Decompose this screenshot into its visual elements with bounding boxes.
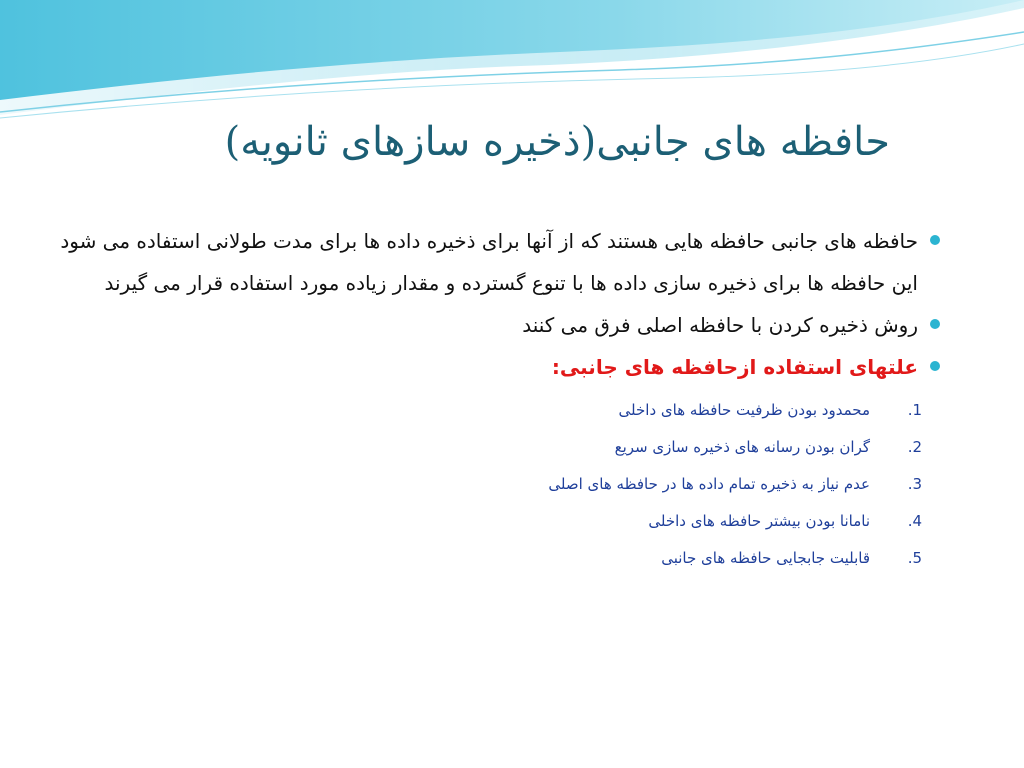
bullet-item bbox=[60, 220, 940, 304]
bullet-item-reasons-heading bbox=[60, 346, 940, 388]
item-number: .4 bbox=[907, 512, 922, 530]
bullet-item bbox=[60, 304, 940, 346]
slide-title: حافظه های جانبی(ذخیره سازهای ثانویه) bbox=[224, 119, 890, 165]
bullet-dot-icon bbox=[930, 361, 940, 371]
bullet-text: روش ذخیره کردن با حافظه اصلی فرق می کنند bbox=[522, 313, 918, 337]
numbered-item bbox=[60, 392, 940, 429]
item-number: .3 bbox=[907, 475, 922, 493]
item-text: عدم نیاز به ذخیره تمام داده ها در حافظه های اصلی bbox=[548, 475, 870, 493]
item-text: قابلیت جابجایی حافظه های جانبی bbox=[661, 549, 870, 567]
numbered-list bbox=[60, 392, 940, 577]
numbered-item bbox=[60, 503, 940, 540]
numbered-item bbox=[60, 466, 940, 503]
item-text: محمدود بودن ظرفیت حافظه های داخلی bbox=[618, 401, 870, 419]
bullet-dot-icon bbox=[930, 235, 940, 245]
bullet-text: حافظه های جانبی حافظه هایی هستند که از آنها برای ذخیره داده ها برای مدت طولانی استفاده می شود این حافظه ها برای ذخیره سازی داده ها با تنوع گسترده و مقدار زیاده مورد استفاده قرار می گیرند bbox=[60, 229, 918, 295]
bullet-dot-icon bbox=[930, 319, 940, 329]
item-number: .2 bbox=[907, 438, 922, 456]
item-number: .1 bbox=[907, 401, 922, 419]
numbered-item bbox=[60, 540, 940, 577]
bullet-text: علتهای استفاده ازحافظه های جانبی: bbox=[551, 355, 918, 379]
item-text: نامانا بودن بیشتر حافظه های داخلی bbox=[648, 512, 870, 530]
item-number: .5 bbox=[907, 549, 922, 567]
slide-content bbox=[60, 220, 940, 577]
numbered-item bbox=[60, 429, 940, 466]
item-text: گران بودن رسانه های ذخیره سازی سریع bbox=[614, 438, 870, 456]
